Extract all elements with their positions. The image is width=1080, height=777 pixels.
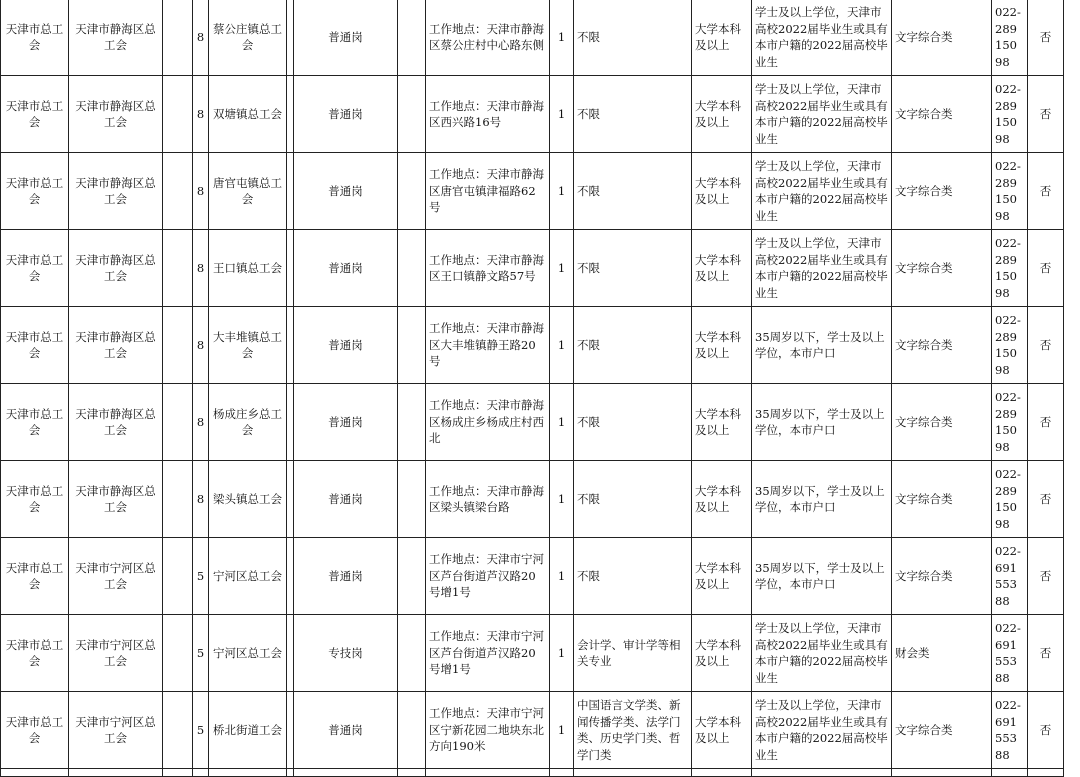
cell-education: 大学本科及以上 [692, 307, 752, 384]
cell-major: 不限 [574, 307, 692, 384]
cell-requirements: 学士及以上学位，天津市高校2022届毕业生或具有本市户籍的2022届高校毕业生 [752, 615, 892, 692]
cell-org: 天津市总工会 [1, 230, 69, 307]
cell-dept: 天津市宁河区总工会 [69, 615, 163, 692]
cell-requirements: 35周岁以下，学士及以上学位，本市户口 [752, 384, 892, 461]
cell-phone: 022-28915098 [992, 230, 1028, 307]
cell-exam-type: 文字综合类 [892, 230, 992, 307]
cell-major: 会计学、审计学等相关专业 [574, 615, 692, 692]
cell-unit: 唐官屯镇总工会 [209, 153, 287, 230]
cell-count: 1 [550, 153, 574, 230]
cell-exam-type: 文字综合类 [892, 153, 992, 230]
table-row [1, 538, 1064, 615]
cell-position-type: 普通岗 [294, 461, 398, 538]
cell-requirements: 35周岁以下，学士及以上学位，本市户口 [752, 307, 892, 384]
cell-education: 大学本科及以上 [692, 538, 752, 615]
cell-phone: 022-69155388 [992, 538, 1028, 615]
cell-unit: 宁河区总工会 [209, 615, 287, 692]
cell-unit: 王口镇总工会 [209, 230, 287, 307]
cell-education: 大学本科及以上 [692, 76, 752, 153]
cell-empty [287, 538, 294, 615]
cell-code: 8 [193, 307, 209, 384]
cell-requirements: 学士及以上学位，天津市高校2022届毕业生或具有本市户籍的2022届高校毕业生 [752, 153, 892, 230]
table-row [1, 76, 1064, 153]
cell-exam-type: 文字综合类 [892, 0, 992, 76]
cell-flag: 否 [1028, 692, 1064, 769]
cell-empty [426, 769, 550, 777]
cell-empty [398, 307, 426, 384]
cell-education: 大学本科及以上 [692, 153, 752, 230]
cell-education: 大学本科及以上 [692, 692, 752, 769]
cell-position-type: 普通岗 [294, 384, 398, 461]
cell-requirements: 35周岁以下，学士及以上学位，本市户口 [752, 461, 892, 538]
cell-count: 1 [550, 384, 574, 461]
cell-position-type: 专技岗 [294, 615, 398, 692]
cell-code: 8 [193, 153, 209, 230]
cell-flag: 否 [1028, 461, 1064, 538]
cell-requirements: 学士及以上学位，天津市高校2022届毕业生或具有本市户籍的2022届高校毕业生 [752, 0, 892, 76]
cell-unit: 双塘镇总工会 [209, 76, 287, 153]
table-row [1, 384, 1064, 461]
cell-major: 不限 [574, 0, 692, 76]
cell-position-type: 普通岗 [294, 76, 398, 153]
cell-flag: 否 [1028, 76, 1064, 153]
cell-code: 8 [193, 76, 209, 153]
cell-dept: 天津市静海区总工会 [69, 461, 163, 538]
cell-major: 不限 [574, 538, 692, 615]
table-row-cut-off [1, 769, 1064, 777]
cell-unit: 蔡公庄镇总工会 [209, 0, 287, 76]
cell-requirements: 学士及以上学位，天津市高校2022届毕业生或具有本市户籍的2022届高校毕业生 [752, 76, 892, 153]
cell-location: 工作地点：天津市宁河区芦台街道芦汉路20号增1号 [426, 615, 550, 692]
cell-count: 1 [550, 692, 574, 769]
table-row [1, 230, 1064, 307]
cell-code: 8 [193, 461, 209, 538]
cell-education: 大学本科及以上 [692, 461, 752, 538]
cell-empty [398, 615, 426, 692]
cell-education: 大学本科及以上 [692, 384, 752, 461]
cell-empty [1028, 769, 1064, 777]
cell-empty [294, 769, 398, 777]
cell-exam-type: 文字综合类 [892, 307, 992, 384]
cell-location: 工作地点：天津市宁河区芦台街道芦汉路20号增1号 [426, 538, 550, 615]
cell-org: 天津市总工会 [1, 153, 69, 230]
cell-location: 工作地点：天津市静海区杨成庄乡杨成庄村西北 [426, 384, 550, 461]
cell-code: 8 [193, 230, 209, 307]
cell-empty [69, 769, 163, 777]
cell-empty [550, 769, 574, 777]
table-row [1, 615, 1064, 692]
cell-major: 不限 [574, 230, 692, 307]
cell-empty [398, 153, 426, 230]
cell-major: 不限 [574, 384, 692, 461]
cell-empty [209, 769, 287, 777]
cell-empty [287, 615, 294, 692]
cell-empty [398, 769, 426, 777]
cell-empty [992, 769, 1028, 777]
cell-empty [163, 384, 193, 461]
cell-empty [287, 461, 294, 538]
cell-education: 大学本科及以上 [692, 0, 752, 76]
cell-location: 工作地点：天津市静海区西兴路16号 [426, 76, 550, 153]
cell-empty [752, 769, 892, 777]
cell-unit: 桥北街道工会 [209, 692, 287, 769]
cell-empty [287, 0, 294, 76]
cell-org: 天津市总工会 [1, 307, 69, 384]
cell-flag: 否 [1028, 538, 1064, 615]
cell-empty [163, 0, 193, 76]
cell-code: 8 [193, 0, 209, 76]
cell-location: 工作地点：天津市静海区蔡公庄村中心路东侧 [426, 0, 550, 76]
cell-flag: 否 [1028, 153, 1064, 230]
cell-position-type: 普通岗 [294, 307, 398, 384]
cell-exam-type: 文字综合类 [892, 461, 992, 538]
cell-exam-type: 文字综合类 [892, 384, 992, 461]
cell-exam-type: 文字综合类 [892, 538, 992, 615]
cell-org: 天津市总工会 [1, 615, 69, 692]
cell-requirements: 学士及以上学位，天津市高校2022届毕业生或具有本市户籍的2022届高校毕业生 [752, 692, 892, 769]
cell-empty [398, 538, 426, 615]
cell-requirements: 学士及以上学位，天津市高校2022届毕业生或具有本市户籍的2022届高校毕业生 [752, 230, 892, 307]
cell-empty [287, 384, 294, 461]
cell-empty [892, 769, 992, 777]
cell-empty [398, 230, 426, 307]
cell-education: 大学本科及以上 [692, 230, 752, 307]
cell-flag: 否 [1028, 230, 1064, 307]
cell-position-type: 普通岗 [294, 538, 398, 615]
cell-exam-type: 文字综合类 [892, 692, 992, 769]
cell-dept: 天津市静海区总工会 [69, 76, 163, 153]
cell-exam-type: 财会类 [892, 615, 992, 692]
cell-empty [574, 769, 692, 777]
cell-empty [163, 307, 193, 384]
cell-code: 5 [193, 692, 209, 769]
cell-phone: 022-69155388 [992, 692, 1028, 769]
cell-empty [398, 0, 426, 76]
cell-education: 大学本科及以上 [692, 615, 752, 692]
table-row [1, 461, 1064, 538]
cell-location: 工作地点：天津市静海区王口镇静文路57号 [426, 230, 550, 307]
cell-position-type: 普通岗 [294, 0, 398, 76]
table-row [1, 692, 1064, 769]
table-row [1, 153, 1064, 230]
cell-requirements: 35周岁以下，学士及以上学位，本市户口 [752, 538, 892, 615]
cell-count: 1 [550, 461, 574, 538]
cell-empty [287, 230, 294, 307]
cell-org: 天津市总工会 [1, 538, 69, 615]
cell-position-type: 普通岗 [294, 153, 398, 230]
cell-empty [193, 769, 209, 777]
cell-empty [398, 384, 426, 461]
cell-dept: 天津市静海区总工会 [69, 0, 163, 76]
cell-location: 工作地点：天津市静海区大丰堆镇静王路20号 [426, 307, 550, 384]
cell-empty [163, 769, 193, 777]
cell-empty [163, 538, 193, 615]
cell-major: 不限 [574, 76, 692, 153]
cell-empty [398, 76, 426, 153]
cell-empty [163, 153, 193, 230]
cell-flag: 否 [1028, 384, 1064, 461]
cell-empty [1, 769, 69, 777]
cell-org: 天津市总工会 [1, 0, 69, 76]
cell-count: 1 [550, 615, 574, 692]
cell-phone: 022-28915098 [992, 384, 1028, 461]
cell-count: 1 [550, 76, 574, 153]
cell-unit: 梁头镇总工会 [209, 461, 287, 538]
cell-major: 不限 [574, 461, 692, 538]
cell-location: 工作地点：天津市静海区梁头镇梁台路 [426, 461, 550, 538]
cell-phone: 022-28915098 [992, 461, 1028, 538]
cell-code: 5 [193, 538, 209, 615]
cell-major: 中国语言文学类、新闻传播学类、法学门类、历史学门类、哲学门类 [574, 692, 692, 769]
cell-dept: 天津市静海区总工会 [69, 307, 163, 384]
cell-empty [287, 307, 294, 384]
cell-org: 天津市总工会 [1, 384, 69, 461]
cell-dept: 天津市静海区总工会 [69, 230, 163, 307]
cell-location: 工作地点：天津市静海区唐官屯镇津福路62号 [426, 153, 550, 230]
cell-dept: 天津市宁河区总工会 [69, 692, 163, 769]
cell-empty [398, 692, 426, 769]
cell-empty [163, 692, 193, 769]
cell-empty [287, 769, 294, 777]
cell-code: 5 [193, 615, 209, 692]
cell-phone: 022-28915098 [992, 307, 1028, 384]
cell-empty [287, 153, 294, 230]
cell-major: 不限 [574, 153, 692, 230]
cell-unit: 杨成庄乡总工会 [209, 384, 287, 461]
cell-position-type: 普通岗 [294, 692, 398, 769]
cell-empty [287, 76, 294, 153]
cell-org: 天津市总工会 [1, 76, 69, 153]
cell-org: 天津市总工会 [1, 461, 69, 538]
cell-location: 工作地点：天津市宁河区宁新花园二地块东北方向190米 [426, 692, 550, 769]
cell-count: 1 [550, 307, 574, 384]
cell-empty [692, 769, 752, 777]
cell-count: 1 [550, 538, 574, 615]
cell-code: 8 [193, 384, 209, 461]
cell-dept: 天津市静海区总工会 [69, 153, 163, 230]
cell-empty [163, 230, 193, 307]
cell-empty [398, 461, 426, 538]
cell-count: 1 [550, 0, 574, 76]
table-row [1, 0, 1064, 76]
cell-empty [287, 692, 294, 769]
cell-phone: 022-28915098 [992, 153, 1028, 230]
cell-exam-type: 文字综合类 [892, 76, 992, 153]
cell-empty [163, 461, 193, 538]
cell-phone: 022-69155388 [992, 615, 1028, 692]
cell-empty [163, 76, 193, 153]
cell-phone: 022-28915098 [992, 76, 1028, 153]
cell-phone: 022-28915098 [992, 0, 1028, 76]
cell-empty [163, 615, 193, 692]
cell-org: 天津市总工会 [1, 692, 69, 769]
cell-unit: 大丰堆镇总工会 [209, 307, 287, 384]
cell-flag: 否 [1028, 615, 1064, 692]
cell-flag: 否 [1028, 0, 1064, 76]
cell-count: 1 [550, 230, 574, 307]
cell-dept: 天津市宁河区总工会 [69, 538, 163, 615]
table-row [1, 307, 1064, 384]
cell-unit: 宁河区总工会 [209, 538, 287, 615]
cell-dept: 天津市静海区总工会 [69, 384, 163, 461]
cell-flag: 否 [1028, 307, 1064, 384]
cell-position-type: 普通岗 [294, 230, 398, 307]
